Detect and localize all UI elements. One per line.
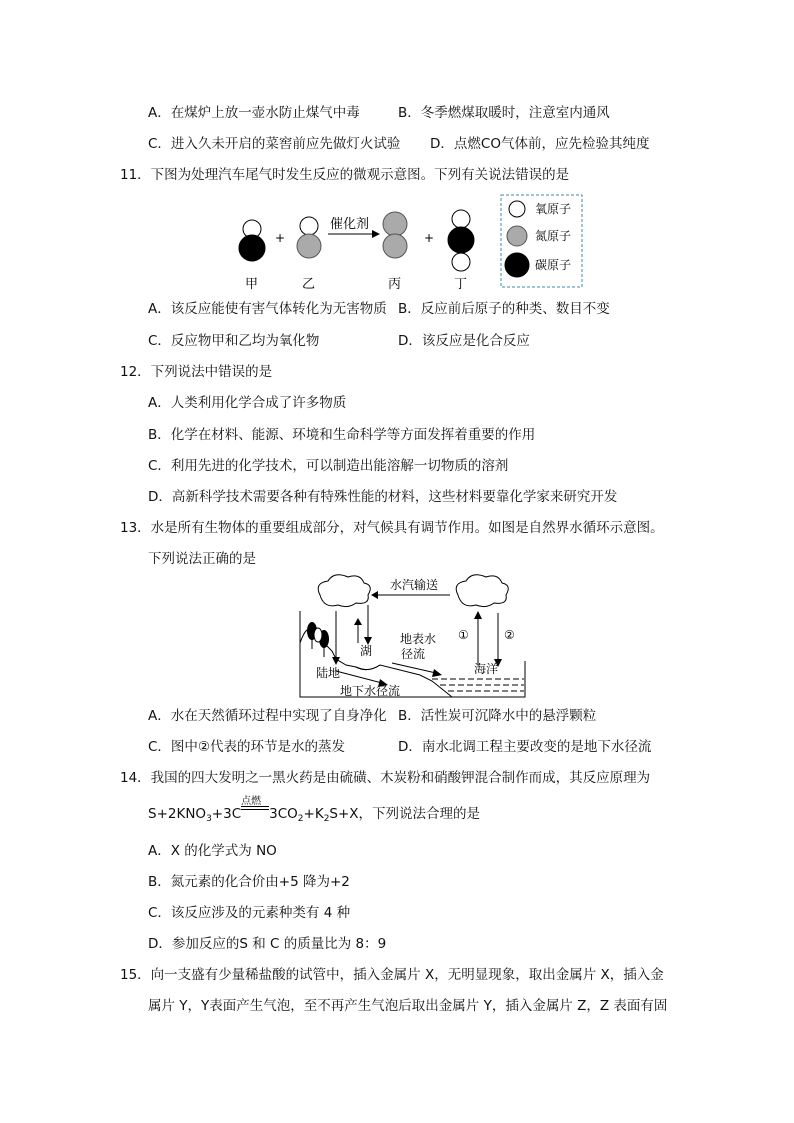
q11-option-c: C．反应物甲和乙均为氧化物 (148, 333, 320, 349)
catalyst-label: 催化剂 (330, 217, 370, 232)
surface-runoff-label-1: 地表水 (400, 632, 437, 646)
vapor-label: 水汽输送 (390, 578, 439, 592)
q10-option-a: A．在煤炉上放一壶水防止煤气中毒 (148, 105, 360, 121)
q12-option-d: D．高新科学技术需要各种有特殊性能的材料，这些材料要靠化学家来研究开发 (148, 489, 618, 505)
carbon-atom (448, 227, 474, 253)
ocean-label: 海洋 (474, 662, 499, 676)
nitrogen-atom (297, 234, 321, 258)
q15-stem-line1: 15．向一支盛有少量稀盐酸的试管中，插入金属片 X，无明显现象，取出金属片 X，插入金 (120, 967, 664, 983)
eq-right-2: +K (303, 806, 324, 822)
carbon-atom (239, 235, 265, 261)
q12-option-a: A．人类利用化学合成了许多物质 (148, 395, 347, 411)
eq-sub-1: 3 (206, 814, 212, 824)
q12-stem: 12．下列说法中错误的是 (120, 364, 273, 380)
reaction-arrowhead (372, 230, 380, 238)
q13-option-b: B．活性炭可沉降水中的悬浮颗粒 (398, 708, 597, 724)
evap-arrowhead-lake (354, 618, 362, 625)
lake-label: 湖 (360, 644, 373, 658)
oxygen-atom (452, 210, 470, 228)
q14-option-c: C．该反应涉及的元素种类有 4 种 (148, 905, 351, 921)
q12-option-c: C．利用先进的化学技术，可以制造出能溶解一切物质的溶剂 (148, 458, 509, 474)
q13-stem-line2: 下列说法正确的是 (148, 551, 256, 567)
label-yi: 乙 (302, 277, 316, 290)
q15-stem-line2: 属片 Y，Y表面产生气泡，至不再产生气泡后取出金属片 Y，插入金属片 Z，Z 表面有固 (148, 998, 668, 1014)
q14-option-b: B．氮元素的化合价由+5 降为+2 (148, 874, 350, 890)
oxygen-atom (300, 217, 318, 235)
q14-equation (148, 796, 481, 829)
land-label: 陆地 (316, 666, 341, 680)
q11-option-b: B．反应前后原子的种类、数目不变 (398, 301, 610, 317)
legend-carbon: 碳原子 (535, 258, 572, 272)
q13-option-d: D．南水北调工程主要改变的是地下水径流 (398, 739, 652, 755)
eq-sub-2: 2 (297, 814, 304, 824)
underground-runoff-label: 地下水径流 (340, 684, 401, 698)
q12-option-b: B．化学在材料、能源、环境和生命科学等方面发挥着重要的作用 (148, 427, 536, 443)
tree-outline-icon (314, 628, 322, 642)
reaction-diagram (0, 190, 794, 290)
cloud-right (456, 575, 508, 607)
q13-stem-line1: 13．水是所有生物体的重要组成部分，对气候具有调节作用。如图是自然界水循环示意图。 (120, 520, 664, 536)
eq-mid: +3C (211, 806, 242, 822)
label-jia: 甲 (245, 277, 259, 290)
legend-oxygen: 氧原子 (535, 202, 572, 216)
q13-option-c: C．图中②代表的环节是水的蒸发 (148, 739, 346, 755)
plus-sign-1: + (275, 231, 286, 245)
ocean-arrowhead-up (474, 611, 482, 619)
surface-runoff-arrowhead (432, 669, 442, 677)
eq-condition-bar (241, 806, 269, 807)
nitrogen-legend-icon (507, 226, 527, 246)
oxygen-legend-icon (509, 201, 525, 217)
eq-condition-bar (241, 809, 269, 810)
q11-option-a: A．该反应能使有害气体转化为无害物质 (148, 301, 387, 317)
q10-option-c: C．进入久未开启的菜窖前应先做灯火试验 (148, 136, 401, 152)
precipitation-mark-2: ② (504, 628, 515, 642)
q14-option-a: A．X 的化学式为 NO (148, 843, 277, 859)
carbon-legend-icon (505, 253, 529, 277)
nitrogen-atom (383, 212, 407, 236)
label-bing: 丙 (388, 277, 402, 290)
water-cycle-diagram (0, 573, 794, 703)
eq-right-3: S+X，下列说法合理的是 (329, 806, 481, 822)
oxygen-atom (452, 253, 470, 271)
q11-stem: 11．下图为处理汽车尾气时发生反应的微观示意图。下列有关说法错误的是 (120, 167, 570, 183)
q10-option-d: D．点燃CO气体前，应先检验其纯度 (430, 136, 650, 152)
cloud-left (318, 575, 370, 607)
q14-stem: 14．我国的四大发明之一黑火药是由硫磺、木炭粉和硝酸钾混合制作而成，其反应原理为 (120, 770, 651, 786)
plus-sign-2: + (424, 231, 435, 245)
q14-option-d: D．参加反应的S 和 C 的质量比为 8：9 (148, 936, 387, 952)
vapor-arrowhead (371, 591, 378, 599)
label-ding: 丁 (454, 277, 468, 290)
eq-sub-3: 2 (323, 814, 330, 824)
q10-option-b: B．冬季燃煤取暖时，注意室内通风 (398, 105, 610, 121)
lake-water (356, 665, 380, 670)
q11-option-d: D．该反应是化合反应 (398, 333, 530, 349)
legend-nitrogen: 氮原子 (535, 229, 572, 243)
q13-option-a: A．水在天然循环过程中实现了自身净化 (148, 708, 387, 724)
eq-condition-text: 点燃 (241, 796, 262, 807)
eq-condition (241, 796, 269, 824)
surface-runoff-label-2: 径流 (401, 647, 426, 661)
underground-runoff-arrow (336, 671, 382, 683)
eq-left: S+2KNO (148, 806, 207, 822)
surface-runoff-arrow (392, 663, 436, 673)
nitrogen-atom (383, 234, 407, 258)
eq-right-1: 3CO (269, 806, 298, 822)
evaporation-mark-1: ① (458, 628, 469, 642)
